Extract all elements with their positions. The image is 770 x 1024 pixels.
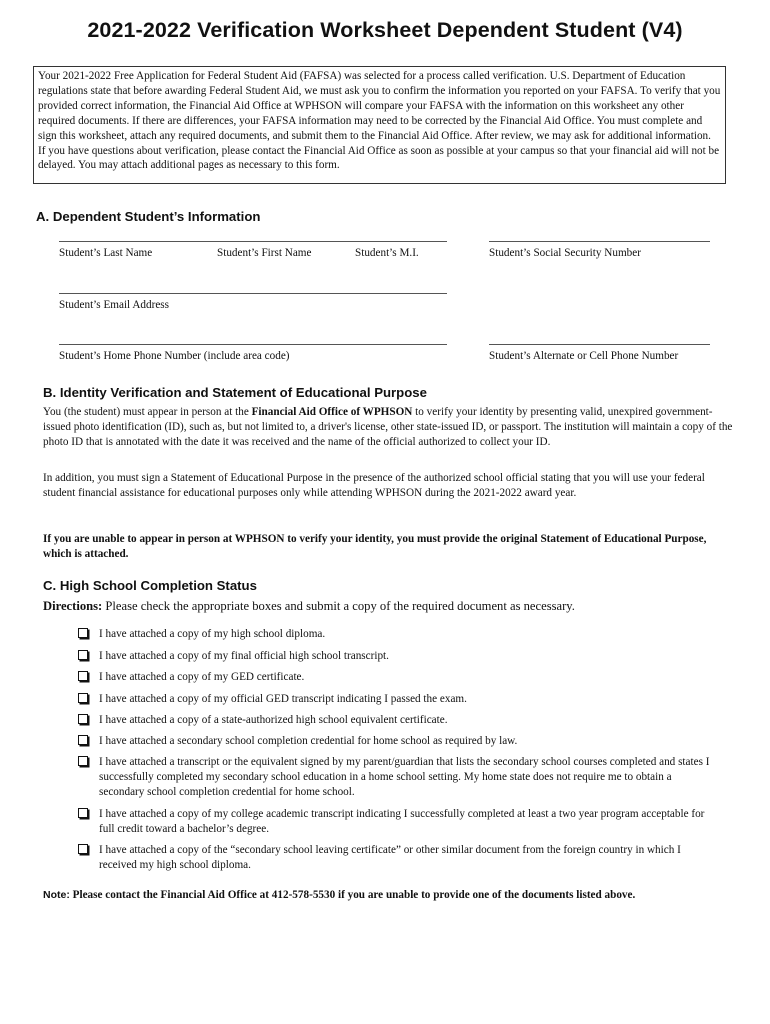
checkbox[interactable] — [78, 693, 88, 703]
checkbox[interactable] — [78, 735, 88, 745]
ssn-line[interactable] — [489, 241, 710, 242]
option-ged-certificate — [78, 670, 718, 685]
home-phone-line[interactable] — [59, 344, 447, 345]
directions — [43, 599, 575, 614]
alt-phone-label: Student’s Alternate or Cell Phone Number — [489, 350, 679, 362]
directions-label: Directions: — [43, 599, 103, 613]
option-label: I have attached a copy of the “secondary school leaving certificate” or other similar document from the foreign country in which I received my high school diploma. — [99, 844, 681, 871]
option-hs-transcript — [78, 649, 718, 664]
option-college-transcript — [78, 807, 718, 837]
identity-paragraph — [43, 405, 733, 450]
section-a-heading: A. Dependent Student’s Information — [36, 209, 261, 224]
directions-text: Please check the appropriate boxes and submit a copy of the required document as necessary. — [102, 599, 575, 613]
mi-label: Student’s M.I. — [355, 247, 419, 259]
option-label: I have attached a copy of my GED certificate. — [99, 671, 305, 683]
option-ged-transcript — [78, 692, 718, 707]
checkbox[interactable] — [78, 808, 88, 818]
first-name-label: Student’s First Name — [217, 247, 312, 259]
in-person-warning: If you are unable to appear in person at WPHSON to verify your identity, you must provide the original Statement of Educational Purpose, which is attached. — [43, 533, 707, 560]
option-home-school-credential — [78, 734, 718, 749]
note-text: Please contact the Financial Aid Office at 412-578-5530 if you are unable to provide one of the documents listed above. — [69, 889, 636, 901]
worksheet-title: 2021-2022 Verification Worksheet Dependent Student (V4) — [87, 18, 683, 42]
home-phone-label: Student’s Home Phone Number (include area code) — [59, 350, 290, 362]
intro-notice: Your 2021-2022 Free Application for Federal Student Aid (FAFSA) was selected for a process called verification. U.S. Department of Education regulations state that before awarding Federal Student Aid, we must ask you to confirm the information you reported on your FAFSA. To verify that you provided correct information, the Financial Aid Office at WPHSON will compare your FAFSA with the information on this worksheet any other required documents. If there are differences, your FAFSA information may need to be corrected by the Financial Aid Office. You must complete and sign this worksheet, attach any required documents, and submit them to the Financial Aid Office. After review, we may ask for additional information. If you have questions about verification, please contact the Financial Aid Office as soon as possible at your campus so that your financial aid will not be delayed. You may attach additional pages as necessary to this form. — [33, 66, 726, 184]
ssn-label: Student’s Social Security Number — [489, 247, 641, 259]
statement-paragraph: In addition, you must sign a Statement of Educational Purpose in the presence of the authorized school official stating that you will use your federal student financial assistance for educational purposes only while attending WPHSON during the 2021-2022 award year. — [43, 472, 705, 499]
option-label: I have attached a secondary school completion credential for home school as required by law. — [99, 735, 518, 747]
email-line[interactable] — [59, 293, 447, 294]
identity-text-end: to verify your identity by presenting valid, unexpired government-issued photo identification (ID), such as, but not limited to, a driver's license, other state-issued ID, or passport. The institution will maintain a copy of the photo ID that is annotated with the date it was received and the name of the official authorized to collect your ID. — [43, 406, 733, 448]
checkbox[interactable] — [78, 756, 88, 766]
option-foreign-certificate — [78, 843, 718, 873]
option-label: I have attached a copy of a state-authorized high school equivalent certificate. — [99, 714, 448, 726]
email-label: Student’s Email Address — [59, 299, 170, 311]
identity-text-start: You (the student) must appear in person at the — [43, 406, 252, 418]
option-equivalent-certificate — [78, 713, 718, 728]
office-name: Financial Aid Office of WPHSON — [251, 406, 413, 418]
checkbox[interactable] — [78, 650, 88, 660]
section-b-heading: B. Identity Verification and Statement of Educational Purpose — [43, 385, 427, 400]
note-tag: Note: — [43, 889, 70, 901]
checkbox[interactable] — [78, 844, 88, 854]
option-label: I have attached a copy of my final official high school transcript. — [99, 650, 389, 662]
option-diploma — [78, 627, 718, 642]
checkbox[interactable] — [78, 628, 88, 638]
name-line[interactable] — [59, 241, 447, 242]
option-label: I have attached a copy of my high school diploma. — [99, 628, 326, 640]
option-label: I have attached a transcript or the equivalent signed by my parent/guardian that lists the secondary school courses completed and states I successfully completed my secondary school education in a home school setting. My home state does not require me to obtain a secondary school completion credential for home school. — [99, 756, 710, 798]
option-home-school-transcript — [78, 755, 718, 800]
contact-note — [43, 889, 635, 901]
option-label: I have attached a copy of my college academic transcript indicating I successfully completed at least a two year program acceptable for full credit toward a bachelor’s degree. — [99, 808, 705, 835]
option-label: I have attached a copy of my official GED transcript indicating I passed the exam. — [99, 693, 467, 705]
checkbox[interactable] — [78, 671, 88, 681]
alt-phone-line[interactable] — [489, 344, 710, 345]
checkbox[interactable] — [78, 714, 88, 724]
section-c-heading: C. High School Completion Status — [43, 578, 257, 593]
last-name-label: Student’s Last Name — [59, 247, 153, 259]
